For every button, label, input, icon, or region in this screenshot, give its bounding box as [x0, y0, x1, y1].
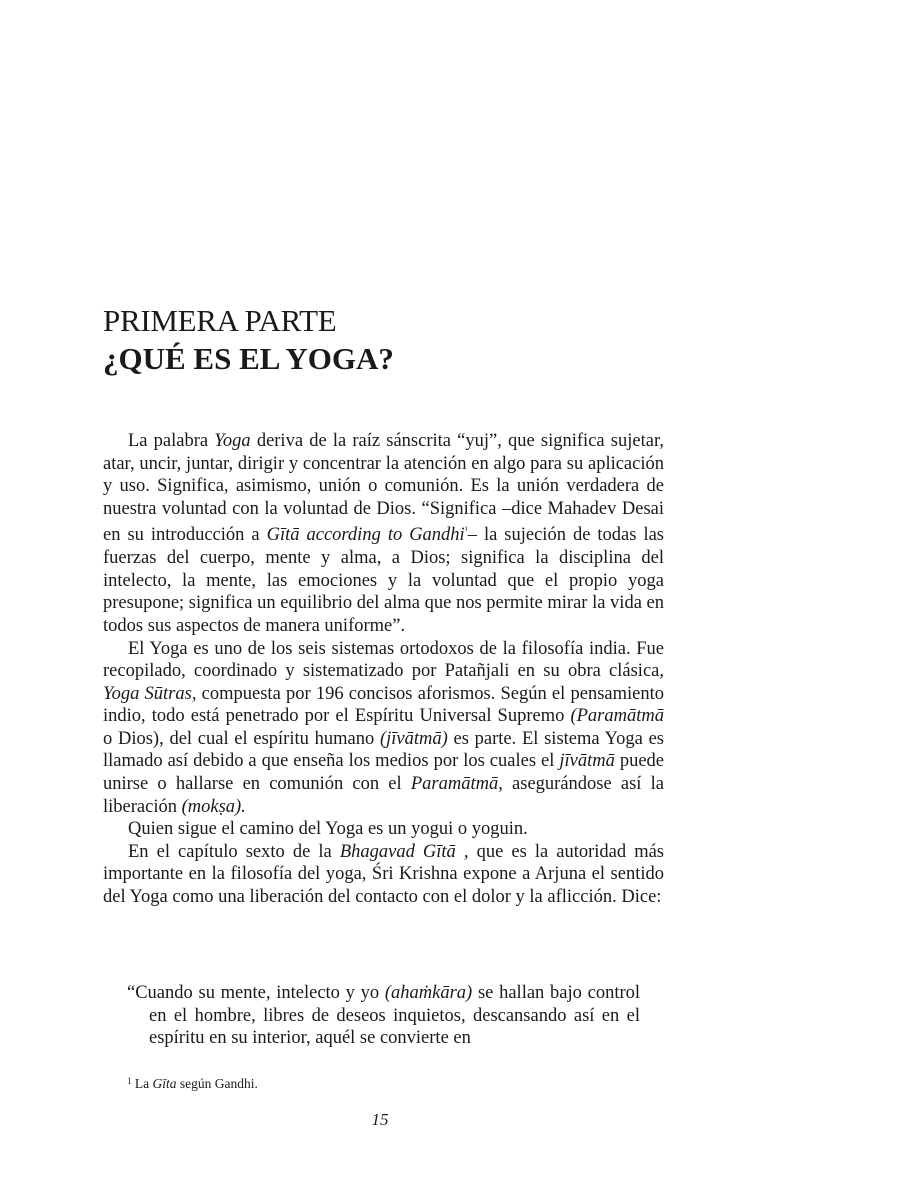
footnote-marker: 1	[127, 1076, 132, 1086]
page-number: 15	[371, 1110, 389, 1129]
italic-text: (ahaṁkāra)	[384, 983, 473, 1003]
chapter-title: ¿QUÉ ES EL YOGA?	[103, 341, 394, 376]
text-run: La palabra	[128, 431, 215, 451]
footnote-ref: ¹	[464, 525, 468, 537]
part-label: PRIMERA PARTE	[103, 303, 337, 338]
paragraph	[103, 841, 664, 909]
italic-text: Bhagavad Gītā ,	[339, 841, 469, 862]
text-run: puede unirse o hallarse en comunión con el	[103, 751, 664, 795]
text-run: compuesta por 196 concisos aforismos. Según el pensamiento indio, todo está penetrado por el Espíritu Universal Supremo	[103, 683, 664, 727]
italic-text: (mokṣa).	[181, 796, 246, 817]
footnote-text-pre: La	[134, 1076, 153, 1091]
footnote-text-italic: Gīta	[152, 1076, 177, 1091]
text-run: – la sujeción de todas las fuerzas del cuerpo, mente y alma, a Dios; significa la disciplina del intelecto, la mente, las emociones y la voluntad que el propio yoga presupone; significa un equilibrio del alma que nos permite mirar la vida en todos sus aspectos de manera uniforme”.	[103, 525, 664, 636]
body-text	[103, 430, 664, 909]
italic-text: Gītā according to Gandhi	[266, 525, 465, 546]
text-run: que es la autoridad más importante en la filosofía del yoga, Śri Krishna expone a Arjuna el sentido del Yoga como una liberación del contacto con el dolor y la aflicción. Dice:	[103, 841, 665, 908]
text-run: se hallan bajo control en el hombre, libres de deseos inquietos, descansando así en el espíritu en su interior, aquél se convierte en	[149, 983, 641, 1049]
italic-text: Paramātmā,	[410, 774, 503, 795]
text-run: deriva de la raíz sánscrita “yuj”, que significa sujetar, atar, uncir, juntar, dirigir y concentrar la atención en algo para su aplicación y uso. Significa, asimismo, unión o comunión. Es la unión verdadera de nuestra voluntad con la voluntad de Dios. “Significa –dice Mahadev Desai en su introducción a	[103, 431, 664, 546]
paragraph	[103, 638, 664, 819]
footnote	[127, 1072, 258, 1093]
quote-text	[127, 982, 640, 1050]
text-run: asegurándose así la liberación	[103, 774, 664, 817]
footnote-text-post: según Gandhi.	[176, 1076, 258, 1091]
italic-text: Yoga	[214, 431, 251, 451]
text-run: En el capítulo sexto de la	[128, 841, 340, 862]
text-run: El Yoga es uno de los seis sistemas ortodoxos de la filosofía india. Fue recopilado, coordinado y sistematizado por Patañjali en su obra clásica,	[103, 638, 664, 682]
italic-text: Yoga Sūtras,	[103, 683, 197, 704]
text-run: “Cuando su mente, intelecto y yo	[127, 983, 385, 1003]
italic-text: (jīvātmā)	[379, 728, 448, 749]
block-quote	[127, 982, 640, 1050]
italic-text: (Paramātmā	[570, 706, 664, 727]
text-run: es parte. El sistema Yoga es llamado así debido a que enseña los medios por los cuales el	[103, 728, 664, 772]
paragraph	[103, 430, 664, 638]
paragraph	[103, 818, 664, 841]
text-run: o Dios), del cual el espíritu humano	[103, 728, 380, 749]
text-run: Quien sigue el camino del Yoga es un yogui o yoguin.	[128, 819, 528, 840]
italic-text: jīvātmā	[559, 751, 615, 772]
